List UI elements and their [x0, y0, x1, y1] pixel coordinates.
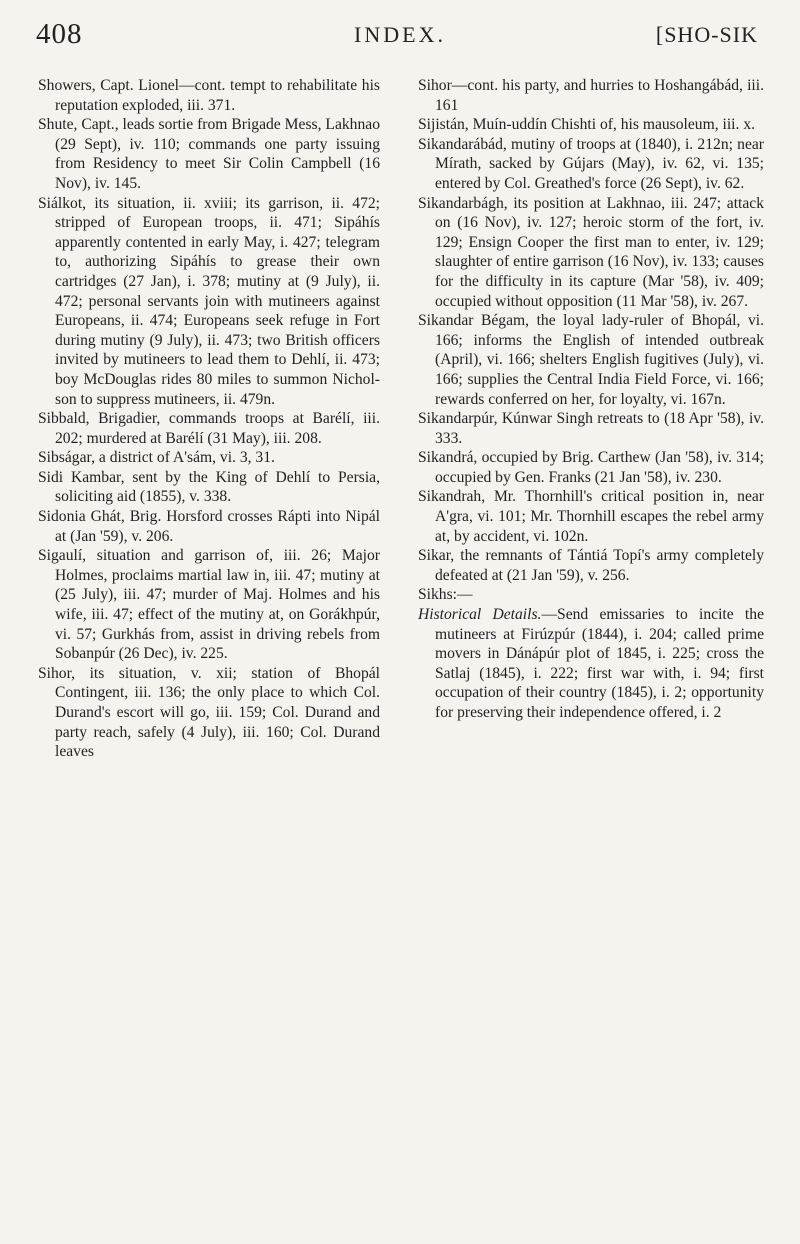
- index-entry: Sibságar, a district of A'sám, vi. 3, 31.: [38, 449, 275, 467]
- index-entry: Sidonia Ghát, Brig. Horsford crosses Rápti into Nipál at (Jan '59), v. 206.: [38, 508, 380, 545]
- subentry-label: Historical Details.: [418, 606, 542, 624]
- index-entry: Sikandrá, occupied by Brig. Carthew (Jan '58), iv. 314; occupied by Gen. Franks (21 Jan '58), iv. 230.: [418, 449, 764, 486]
- running-head: INDEX.: [354, 22, 446, 47]
- index-entry: Shute, Capt., leads sortie from Brigade Mess, Lakhnao (29 Sept), iv. 110; commands one party issuing from Residency to meet Sir Colin Campbell (16 Nov), iv. 145.: [38, 116, 380, 192]
- index-entry: Sikandarábád, mutiny of troops at (1840), i. 212n; near Mírath, sacked by Gújars (May), iv. 62, vi. 135; entered by Col. Greathed's force (26 Sept), iv. 62.: [418, 135, 764, 192]
- sikhs-subentry: [418, 605, 764, 723]
- index-entry: Sikandrah, Mr. Thornhill's critical position in, near A'gra, vi. 101; Mr. Thornhill escapes the rebel army at, by accident, vi. 102n.: [418, 488, 764, 545]
- index-entry: Sihor, its situation, v. xii; station of Bhopál Contingent, iii. 136; the only place to which Col. Durand's escort will go, iii. 159; Col. Durand and party reach, safely (4 July), iii. 160; Col. Durand leaves: [38, 664, 380, 761]
- index-entry: Sibbald, Brigadier, commands troops at Barélí, iii. 202; murdered at Barélí (31 May), iii. 208.: [38, 410, 380, 447]
- subentry-text: —Send emissaries to incite the mutineers at Firúzpúr (1844), i. 204; called prime movers in Dánápúr plot of 1845, i. 225; cross the Satlaj (1845), i. 222; first war with, i. 94; first occupation of their country (1845), i. 2; opportunity for preserving their independence offered, i. 2: [435, 606, 764, 721]
- index-entry: Showers, Capt. Lionel—cont. tempt to rehabilitate his reputation exploded, iii. 371.: [38, 77, 380, 114]
- index-entry: Siálkot, its situation, ii. xviii; its garrison, ii. 472; stripped of European troops, ii. 471; Sipáhís apparently contented in early May, i. 427; telegram to, authorizing Sipáhís to grease their own cartridges (27 Jan), i. 378; mutiny at (9 July), ii. 472; personal servants join with mutineers against Europeans, ii. 474; Europeans seek refuge in Fort during mutiny (9 July), ii. 473; two British officers invited by mutineers to lead them to Dehlí, ii. 473; boy McDouglas rides 80 miles to summon Nicholson to suppress mutineers, ii. 479n.: [38, 194, 380, 408]
- index-entry: Sidi Kambar, sent by the King of Dehlí to Persia, soliciting aid (1855), v. 338.: [38, 468, 380, 506]
- index-entry: Sikandarbágh, its position at Lakhnao, iii. 247; attack on (16 Nov), iv. 127; heroic storm of the fort, iv. 129; Ensign Cooper the first man to enter, iv. 129; slaughter of entire garrison (16 Nov), iv. 133; causes for the difficulty in its capture (Mar '58), iv. 409; occupied without opposition (11 Mar '58), iv. 267.: [418, 194, 764, 310]
- index-entry: Sijistán, Muín-uddín Chishti of, his mausoleum, iii. x.: [418, 116, 756, 134]
- index-entry: Sigaulí, situation and garrison of, iii. 26; Major Holmes, proclaims martial law in, iii. 47; mutiny at (25 July), iii. 47; murder of Maj. Holmes and his wife, iii. 47; effect of the mutiny at, on Gorákhpúr, vi. 57; Gurkhás from, assist in driving rebels from Sobanpúr (26 Dec), iv. 225.: [38, 547, 380, 663]
- index-entry-sikhs: Sikhs:—: [418, 586, 473, 604]
- page-number: 408: [36, 18, 83, 50]
- index-entry: Sikandarpúr, Kúnwar Singh retreats to (18 Apr '58), iv. 333.: [418, 410, 764, 447]
- index-entry: Sikandar Bégam, the loyal lady-ruler of Bhopál, vi. 166; informs the English of intended outbreak (April), vi. 166; shelters English fugitives (July), vi. 166; supplies the Central India Field Force, vi. 166; rewards conferred on her, for loyalty, vi. 167n.: [418, 312, 764, 408]
- page-header: [0, 18, 800, 58]
- right-column: [418, 76, 764, 723]
- left-column: [38, 76, 380, 762]
- index-entry: Sihor—cont. his party, and hurries to Hoshangábád, iii. 161: [418, 77, 764, 114]
- index-entry: Sikar, the remnants of Tántiá Topí's army completely defeated at (21 Jan '59), v. 256.: [418, 547, 764, 584]
- section-range: [SHO-SIK: [655, 22, 758, 47]
